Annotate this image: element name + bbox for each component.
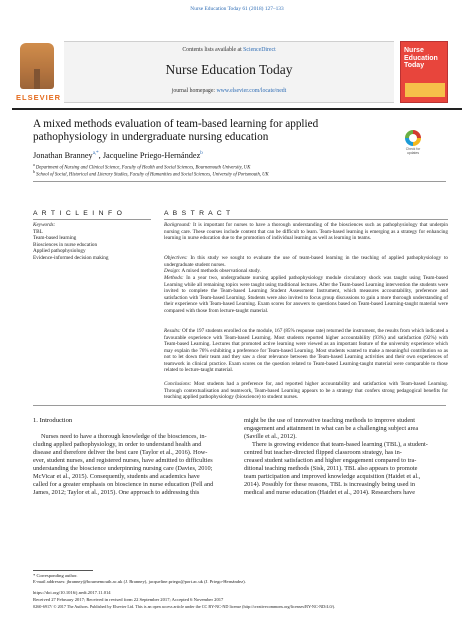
contents-prefix: Contents lists available at xyxy=(182,47,244,53)
body-line: Nurses need to have a thorough knowledge of the biosciences, in- xyxy=(41,433,207,440)
contents-line xyxy=(64,47,394,53)
footnote-divider xyxy=(33,570,93,571)
journal-masthead xyxy=(12,41,462,104)
journal-cover-image xyxy=(400,41,448,103)
affiliation-marker: b xyxy=(33,170,35,174)
body-line: understanding the bioscience underpinning nursing care (Davies, 2010; xyxy=(33,465,213,473)
email-addresses[interactable]: E-mail addresses: jbranney@bournemouth.ac.uk (J. Branney), jacqueline.priego@port.ac.uk (J. Priego-Hernández). xyxy=(33,579,246,584)
body-line: medical and nurse education (Haidet et al., 2014). Researchers have xyxy=(244,489,415,497)
body-line: centred but teacher-directed flipped classroom strategy, has in- xyxy=(244,449,402,457)
cover-title: Nurse Education Today xyxy=(404,47,438,69)
abstract-design xyxy=(164,268,448,275)
journal-title: Nurse Education Today xyxy=(165,62,293,77)
section-title: 1. Introduction xyxy=(33,417,73,424)
abstract-text: In a year two, undergraduate nursing applied pathophysiology module circulatory shock was taught using Team-based Learning while all remaining topics were taught using traditional lectures. After the Team-based Learning intervention the students were invited to complete the Team-based Learning Student Assessment Instrument, which measures accountability, preference and satisfaction with Team-based Learning. Students were also invited to focus group discussions to gain a more thorough understanding of their experience with Team-based Learning. Exam scores for answers to questions based on Team-based Learning-taught material were compared with those from lecture-taught material. xyxy=(164,275,448,314)
abstract-background xyxy=(164,222,448,242)
body-line: There is growing evidence that team-based learning (TBL), a student- xyxy=(252,441,428,449)
body-line: ever, student nurses, and registered nurses, have admitted to difficulties xyxy=(33,457,213,465)
body-line: team participation and improved knowledge acquisition (Haidet et al., xyxy=(244,473,421,481)
journal-title-box xyxy=(64,41,394,103)
body-line: called for a greater emphasis on bioscience in nurse education (Fell and xyxy=(33,481,214,489)
cover-decoration xyxy=(405,83,445,97)
body-line: creased student satisfaction and higher engagement compared to tra- xyxy=(244,457,417,465)
sciencedirect-link[interactable]: ScienceDirect xyxy=(243,47,276,53)
abstract-label: Conclusions: xyxy=(164,381,192,387)
copyright-line: 0260-6917/ © 2017 The Authors. Published by Elsevier Ltd. This is an open access article under the CC BY-NC-ND license (http://creativecommons.org/licenses/BY-NC-ND/4.0/). xyxy=(33,604,336,609)
author-list: Jonathan Branney$^{a,*}$, Jacqueline Priego-Hernández$^b$ xyxy=(33,151,203,160)
affiliation xyxy=(33,170,453,178)
abstract-objectives xyxy=(164,255,448,268)
affiliation-text: School of Social, Historical and Literary Studies, Faculty of Humanities and Social Sciences, University of Portsmouth, UK xyxy=(36,172,269,178)
body-line: James, 2012; Taylor et al., 2015). One approach to addressing this xyxy=(33,489,200,497)
body-line: engagement and attainment in what can be a challenging subject area xyxy=(244,425,419,433)
received-dates: Received 27 February 2017; Received in revised form 22 September 2017; Accepted 6 November 2017 xyxy=(33,597,224,602)
abstract-text: In this study we sought to evaluate the use of team-based learning in the teaching of applied pathophysiology to undergraduate student nurses. xyxy=(164,255,448,268)
author-name[interactable]: Jonathan Branney xyxy=(33,151,93,160)
keyword[interactable]: TBL xyxy=(33,229,43,235)
crossmark-badge[interactable] xyxy=(402,130,424,156)
abstract-label: Objectives: xyxy=(164,255,188,261)
body-line: disease and therefore deliver the best care (Taylor et al., 2016). How- xyxy=(33,449,208,457)
header-divider xyxy=(33,181,446,182)
body-line: 2014). Possibly for these reasons, TBL is increasingly being used in xyxy=(244,481,416,489)
doi-link[interactable]: https://doi.org/10.1016/j.nedt.2017.11.014 xyxy=(33,590,111,595)
abstract-conclusions xyxy=(164,381,448,401)
author-affil-marker[interactable]: a,* xyxy=(92,151,99,157)
journal-reference[interactable]: Nurse Education Today 61 (2018) 127–133 xyxy=(190,6,284,12)
keyword-list xyxy=(33,229,158,261)
abstract-divider xyxy=(164,219,448,220)
body-line: might be the use of innovative teaching methods to improve student xyxy=(244,417,416,424)
homepage-prefix: journal homepage: xyxy=(171,88,217,94)
corresponding-note: * Corresponding author. xyxy=(33,573,78,578)
homepage-link[interactable]: www.elsevier.com/locate/nedt xyxy=(216,88,287,94)
abstract-text: Of the 197 students enrolled on the module, 167 (85% response rate) returned the instrument, the results from which indicated a favourable experience with Team-based Learning. Most students reported higher accountability (93%) and satisfaction (92%) with Team-based Learning. Lectures that promoted active learning were viewed as an important feature of the university experience which may explain the 76% exhibiting a preference for Team-based Learning. Most students wanted to make a meaningful contribution so as not to let down their team and they saw a clear relevance between the Team-based Learning activities and their own experiences of teamwork in clinical practice. Exam scores on the question related to Team-based Learning-taught material were comparable to those related to lecture-taught material. xyxy=(164,328,448,374)
keyword[interactable]: Evidence-informed decision making xyxy=(33,254,109,261)
abstract-text: It is important for nurses to have a thorough understanding of the biosciences such as pathophysiology that underpin nursing care. These courses include content that can be difficult to learn. Team-based learning is emerging as a strategy for enhancing learning in nurse education due to the promotion of individual learning as well as learning in teams. xyxy=(164,222,448,242)
body-line: McVicar et al., 2015). Consequently, students and academics have xyxy=(33,473,200,481)
abstract-label: Design: xyxy=(164,268,181,274)
elsevier-logo xyxy=(16,41,62,103)
article-info-heading: A R T I C L E I N F O xyxy=(33,210,124,217)
abstract-text: A mixed methods observational study. xyxy=(180,268,261,274)
abstract-label: Methods: xyxy=(164,275,184,281)
abstract-bottom-divider xyxy=(33,405,446,406)
keyword[interactable]: Team-based learning xyxy=(33,235,77,242)
affiliation-marker: a xyxy=(33,163,35,167)
affiliation-text: Department of Nursing and Clinical Science, Faculty of Health and Social Sciences, Bournemouth University, UK xyxy=(35,165,251,171)
crossmark-label: Check for updates xyxy=(405,147,421,155)
publisher-name: ELSEVIER xyxy=(16,93,62,102)
body-left-column xyxy=(33,433,233,497)
masthead-divider xyxy=(12,108,462,110)
author-affil-marker[interactable]: b xyxy=(200,151,203,157)
body-right-column xyxy=(244,417,449,497)
abstract-label: Results: xyxy=(164,328,181,334)
crossmark-icon xyxy=(405,130,421,146)
abstract-methods xyxy=(164,275,448,314)
elsevier-tree-icon xyxy=(20,43,54,89)
abstract-text: Most students had a preference for, and reported higher accountability and satisfaction with Team-based Learning. Through contextualisation and teamwork, Team-based Learning appears to be a strategy that confers strong pedagogical benefits for teaching applied pathophysiology (bioscience) to student nurses. xyxy=(164,381,448,401)
homepage-line xyxy=(64,88,394,94)
abstract-heading: A B S T R A C T xyxy=(164,210,232,217)
article-info-divider xyxy=(33,219,151,220)
keywords-label: Keywords: xyxy=(33,222,56,228)
abstract-label: Background: xyxy=(164,222,191,228)
article-title-line: pathophysiology in undergraduate nursing education xyxy=(33,131,269,143)
body-line: ditional teaching methods (Sisk, 2011). TBL also appears to promote xyxy=(244,465,418,473)
abstract-results xyxy=(164,328,448,374)
keyword[interactable]: Applied pathophysiology xyxy=(33,248,86,255)
body-line: (Saville et al., 2012). xyxy=(244,433,297,441)
author-name[interactable]: Jacqueline Priego-Hernández xyxy=(102,151,201,160)
article-title xyxy=(33,118,393,144)
body-line: cluding applied pathophysiology, in order to understand health and xyxy=(33,441,202,449)
keyword[interactable]: Biosciences in nurse education xyxy=(33,241,98,248)
article-title-line: A mixed methods evaluation of team-based learning for applied xyxy=(33,118,319,130)
